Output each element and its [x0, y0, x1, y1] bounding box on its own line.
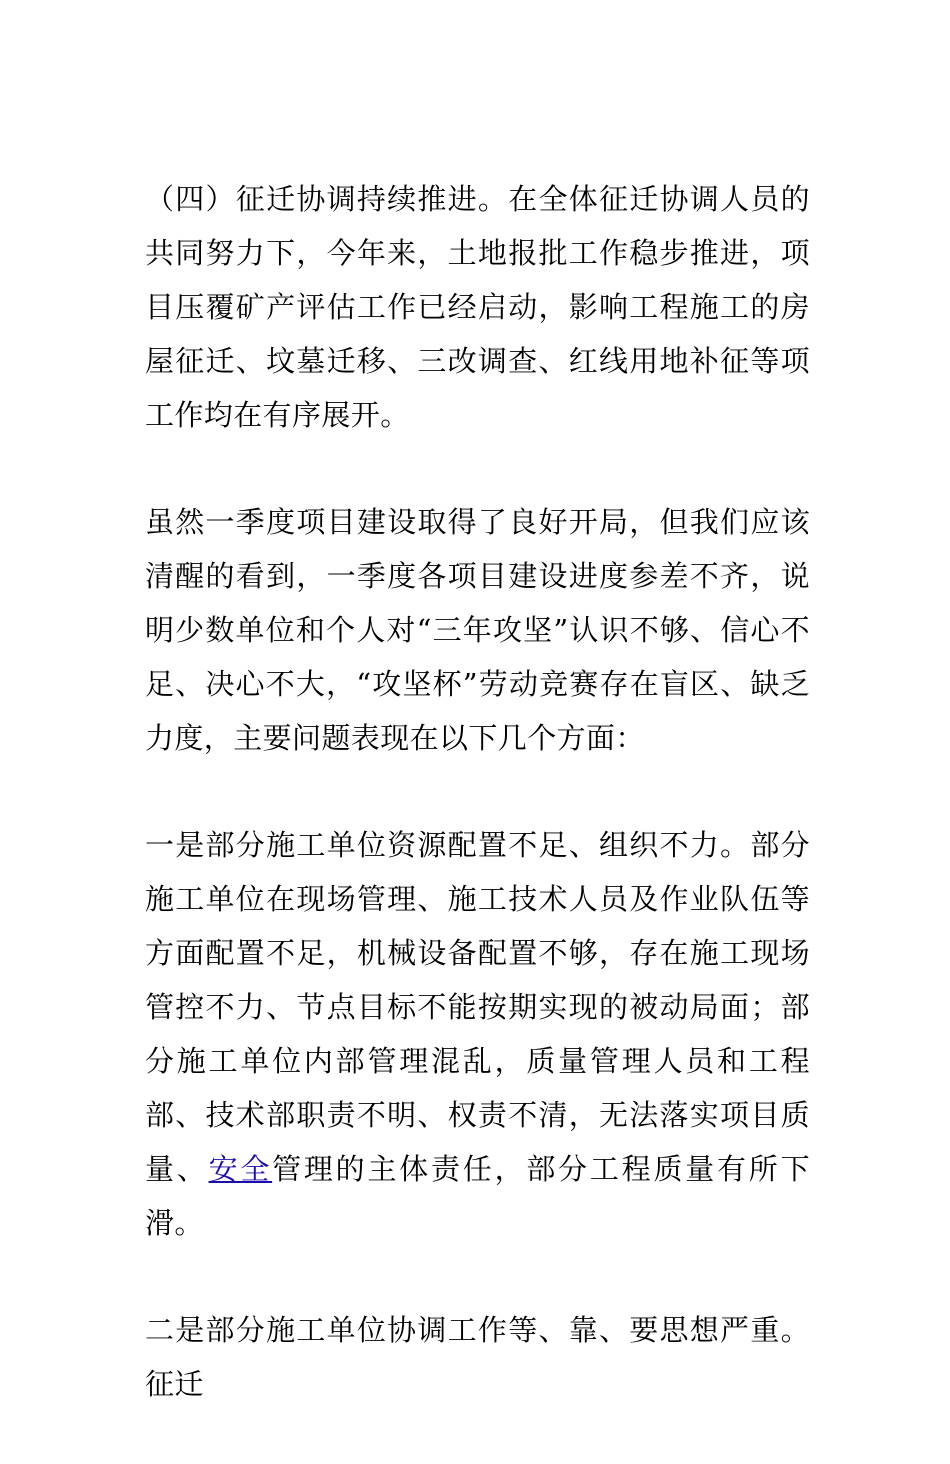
paragraph-coordination-work: 二是部分施工单位协调工作等、靠、要思想严重。征迁	[145, 1313, 810, 1401]
document-body	[145, 172, 810, 1464]
paragraph-resource-allocation	[145, 818, 810, 1250]
paragraph-text-before-link: 一是部分施工单位资源配置不足、组织不力。部分施工单位在现场管理、施工技术人员及作业队伍等方面配置不足，机械设备配置不够，存在施工现场管控不力、节点目标不能按期实现的被动局面；部分施工单位内部管理混乱，质量管理人员和工程部、技术部职责不明、权责不清，无法落实项目质量、	[145, 828, 810, 1186]
paragraph-relocation-progress: （四）征迁协调持续推进。在全体征迁协调人员的共同努力下，今年来，土地报批工作稳步推进，项目压覆矿产评估工作已经启动，影响工程施工的房屋征迁、坟墓迁移、三改调查、红线用地补征等项工作均在有序展开。	[145, 182, 810, 432]
safety-link[interactable]: 安全	[208, 1152, 273, 1186]
paragraph-first-quarter-issues: 虽然一季度项目建设取得了良好开局，但我们应该清醒的看到，一季度各项目建设进度参差不齐，说明少数单位和个人对“三年攻坚”认识不够、信心不足、决心不大，“攻坚杯”劳动竞赛存在盲区、缺乏力度，主要问题表现在以下几个方面：	[145, 505, 810, 755]
paragraph-text-after-link: 管理的主体责任，部分工程质量有所下滑。	[145, 1152, 810, 1240]
